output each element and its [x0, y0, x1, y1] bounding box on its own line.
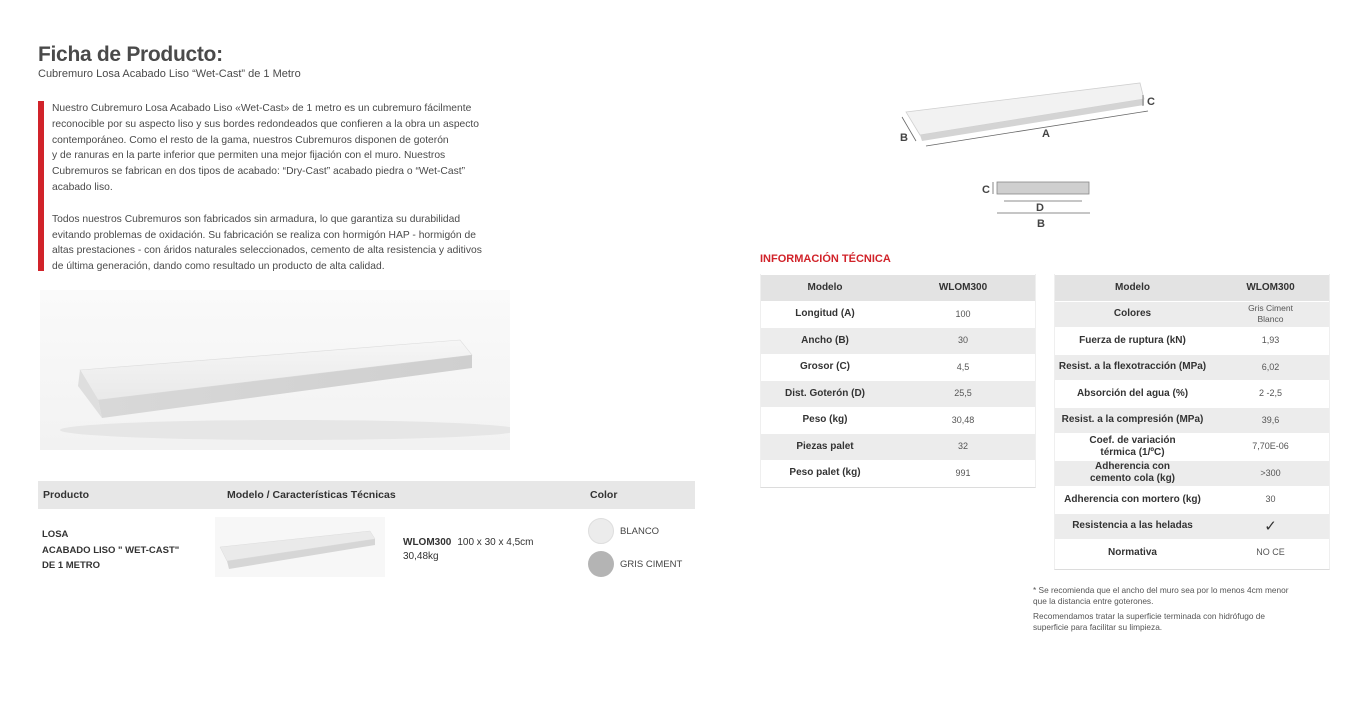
- table2-row-label: Fuerza de ruptura (kN): [1054, 328, 1211, 354]
- color-label-gris-ciment: GRIS CIMENT: [620, 559, 683, 570]
- dimension-label-b-top: B: [900, 132, 908, 144]
- table2-frame: [1054, 274, 1330, 570]
- table1-row-label: Dist. Goterón (D): [760, 381, 890, 407]
- product-name: LOSA ACABADO LISO " WET-CAST" DE 1 METRO: [42, 529, 180, 571]
- model-code: WLOM300: [403, 537, 452, 548]
- table1-row-label: Longitud (A): [760, 302, 890, 328]
- dimension-label-c-top: C: [1147, 96, 1155, 108]
- dimensions-diagram: [890, 75, 1170, 240]
- table2-row-value: Gris Ciment Blanco: [1211, 302, 1330, 328]
- table1-row-value: 25,5: [890, 381, 1036, 407]
- dimension-label-c-section: C: [982, 184, 990, 196]
- table1-row-label: Peso palet (kg): [760, 461, 890, 487]
- footnote-1: * Se recomienda que el ancho del muro sea por lo menos 4cm menor que la distancia entre goterones.: [1033, 585, 1289, 606]
- table1-header-model: WLOM300: [890, 275, 1036, 301]
- footnote-2: Recomendamos tratar la superficie terminada con hidrófugo de superficie para facilitar su limpieza.: [1033, 611, 1265, 632]
- table1-header-label: Modelo: [760, 275, 890, 301]
- table2-row-label: Normativa: [1054, 540, 1211, 566]
- product-column-header: Producto: [43, 489, 90, 501]
- description-paragraph-1: Nuestro Cubremuro Losa Acabado Liso «Wet-Cast» de 1 metro es un cubremuro fácilmente reconocible por su aspecto liso y sus bordes redondeados que confieren a la obra un aspecto contemporáneo. Como el resto de la gama, nuestros Cubremuros disponen de goterón y de ranuras en la parte inferior que permiten una mejor fijación con el muro. Nuestros Cubremuros se fabrican en dos tipos de acabado: “Dry-Cast” acabado piedra o “Wet-Cast” acabado liso.: [52, 103, 480, 193]
- description-paragraph-2: Todos nuestros Cubremuros son fabricados sin armadura, lo que garantiza su durabilidad evitando problemas de oxidación. Su fabricación se realiza con hormigón HAP - hormigón de altas prestaciones - con áridos naturales seleccionados, cemento de alta resistencia y aditivos de última generación, dando como resultado un producto de alta calidad.: [52, 213, 482, 273]
- table2-row-label: Coef. de variación térmica (1/ºC): [1054, 434, 1211, 460]
- table1-row-value: 30: [890, 328, 1036, 354]
- color-column-header: Color: [590, 489, 618, 501]
- table2-row-label: Resist. a la compresión (MPa): [1054, 408, 1211, 434]
- page-subtitle: Cubremuro Losa Acabado Liso “Wet-Cast” de 1 Metro: [38, 68, 301, 80]
- table1-row-value: 100: [890, 302, 1036, 328]
- table2-row-value: 6,02: [1211, 355, 1330, 381]
- table1-frame: [760, 274, 1036, 488]
- table2-row-label: Colores: [1054, 302, 1211, 328]
- product-table-header: [38, 481, 695, 509]
- table1-row-label: Ancho (B): [760, 328, 890, 354]
- table1-row-label: Grosor (C): [760, 355, 890, 381]
- product-model-info: [403, 536, 534, 564]
- table2-row-label: Adherencia con mortero (kg): [1054, 487, 1211, 513]
- color-label-blanco: BLANCO: [620, 526, 660, 537]
- table1-row-value: 4,5: [890, 355, 1036, 381]
- model-weight: 30,48kg: [403, 551, 439, 562]
- dimension-label-a: A: [1042, 128, 1050, 140]
- table2-row-value: 2 -2,5: [1211, 381, 1330, 407]
- table1-row-label: Peso (kg): [760, 408, 890, 434]
- table2-row-value: 7,70E-06: [1211, 434, 1330, 460]
- product-thumbnail: [215, 517, 385, 582]
- table2-row-label: Resistencia a las heladas: [1054, 514, 1211, 540]
- table1-row-value: 32: [890, 434, 1036, 460]
- table2-row-label: Adherencia con cemento cola (kg): [1054, 461, 1211, 487]
- model-dimensions: 100 x 30 x 4,5cm: [457, 537, 534, 548]
- table2-header-model: WLOM300: [1211, 275, 1330, 301]
- table2-row-value: 1,93: [1211, 328, 1330, 354]
- table2-row-label: Resist. a la flexotracción (MPa): [1054, 355, 1211, 381]
- technical-info-title: INFORMACIÓN TÉCNICA: [760, 253, 891, 265]
- dimension-label-b-section: B: [1037, 218, 1045, 230]
- table1-row-value: 30,48: [890, 408, 1036, 434]
- checkmark-icon: ✓: [1211, 514, 1330, 540]
- color-swatch-gris-ciment: [588, 551, 614, 577]
- model-column-header: Modelo / Características Técnicas: [227, 489, 396, 501]
- table2-row-label: Absorción del agua (%): [1054, 381, 1211, 407]
- page-title: Ficha de Producto:: [38, 43, 223, 66]
- table2-row-value: NO CE: [1211, 540, 1330, 566]
- dimension-label-d: D: [1036, 202, 1044, 214]
- table2-row-value: >300: [1211, 461, 1330, 487]
- description-block: [38, 101, 508, 271]
- table2-row-value: 39,6: [1211, 408, 1330, 434]
- table1-row-label: Piezas palet: [760, 434, 890, 460]
- table2-row-value: 30: [1211, 487, 1330, 513]
- product-photo: [40, 290, 510, 450]
- color-swatch-blanco: [588, 518, 614, 544]
- table2-header-label: Modelo: [1054, 275, 1211, 301]
- table1-row-value: 991: [890, 461, 1036, 487]
